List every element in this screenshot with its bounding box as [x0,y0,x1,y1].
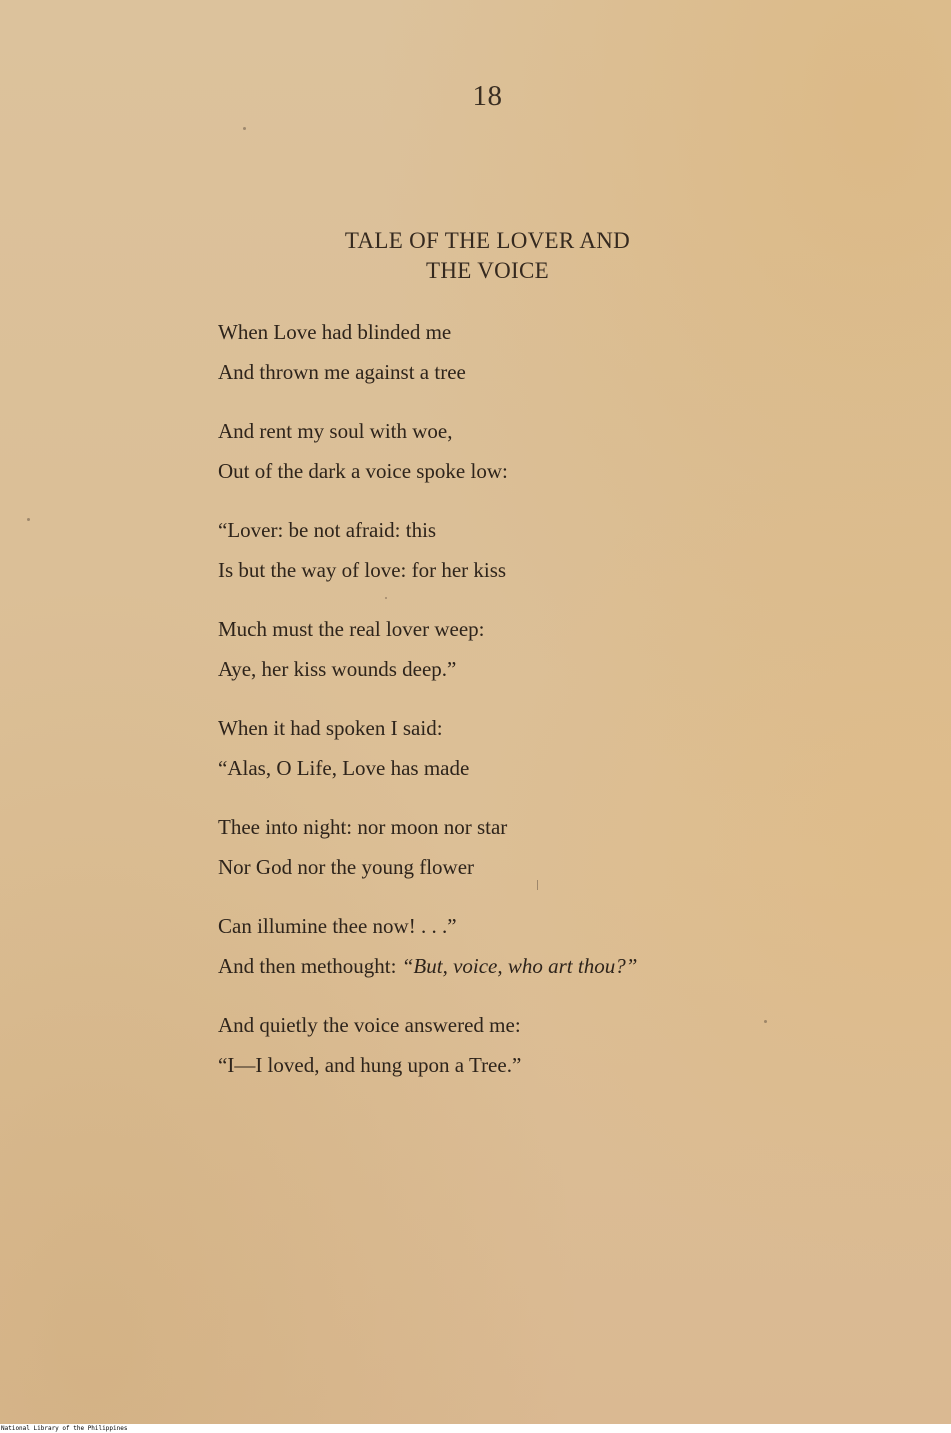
stanza-2 [218,411,838,491]
poem-line: Thee into night: nor moon nor star [218,815,508,839]
poem-line: When Love had blinded me [218,320,452,344]
stanza-3 [218,510,838,590]
poem-line: And rent my soul with woe, [218,419,453,443]
page-number: 18 [472,80,503,112]
stanza-8 [218,1005,838,1085]
stanza-5 [218,708,838,788]
poem-line: Is but the way of love: for her kiss [218,558,507,582]
poem-line: “Alas, O Life, Love has made [218,756,470,780]
poem-line-plain-part: And then methought: [218,954,402,978]
poem-line: “I—I loved, and hung upon a Tree.” [218,1053,522,1077]
poem-title-line-2: THE VOICE [425,258,549,283]
stanza-6 [218,807,838,887]
poem-body [218,312,838,1104]
paper-speck [764,1020,767,1023]
stanza-1 [218,312,838,392]
poem-line: And quietly the voice answered me: [218,1013,521,1037]
paper-speck [27,518,30,521]
stanza-4 [218,609,838,689]
poem-line: Much must the real lover weep: [218,617,485,641]
poem-line: When it had spoken I said: [218,716,443,740]
poem-line: And thrown me against a tree [218,360,466,384]
poem-line: “Lover: be not afraid: this [218,518,437,542]
footer-strip [0,1424,951,1433]
poem-line: Nor God nor the young flower [218,855,475,879]
paper-speck [537,880,538,890]
stanza-7 [218,906,838,986]
library-credit: National Library of the Philippines [1,1425,128,1432]
poem-line: Aye, her kiss wounds deep.” [218,657,457,681]
paper-speck [385,597,387,599]
poem-title [0,226,951,286]
poem-line-italic-part: “But, voice, who art thou?” [401,954,638,978]
poem-line: Can illumine thee now! . . .” [218,914,457,938]
paper-speck [243,127,246,130]
poem-line-mixed [218,946,838,986]
poem-line: Out of the dark a voice spoke low: [218,459,508,483]
poem-title-line-1: TALE OF THE LOVER AND [344,228,631,253]
